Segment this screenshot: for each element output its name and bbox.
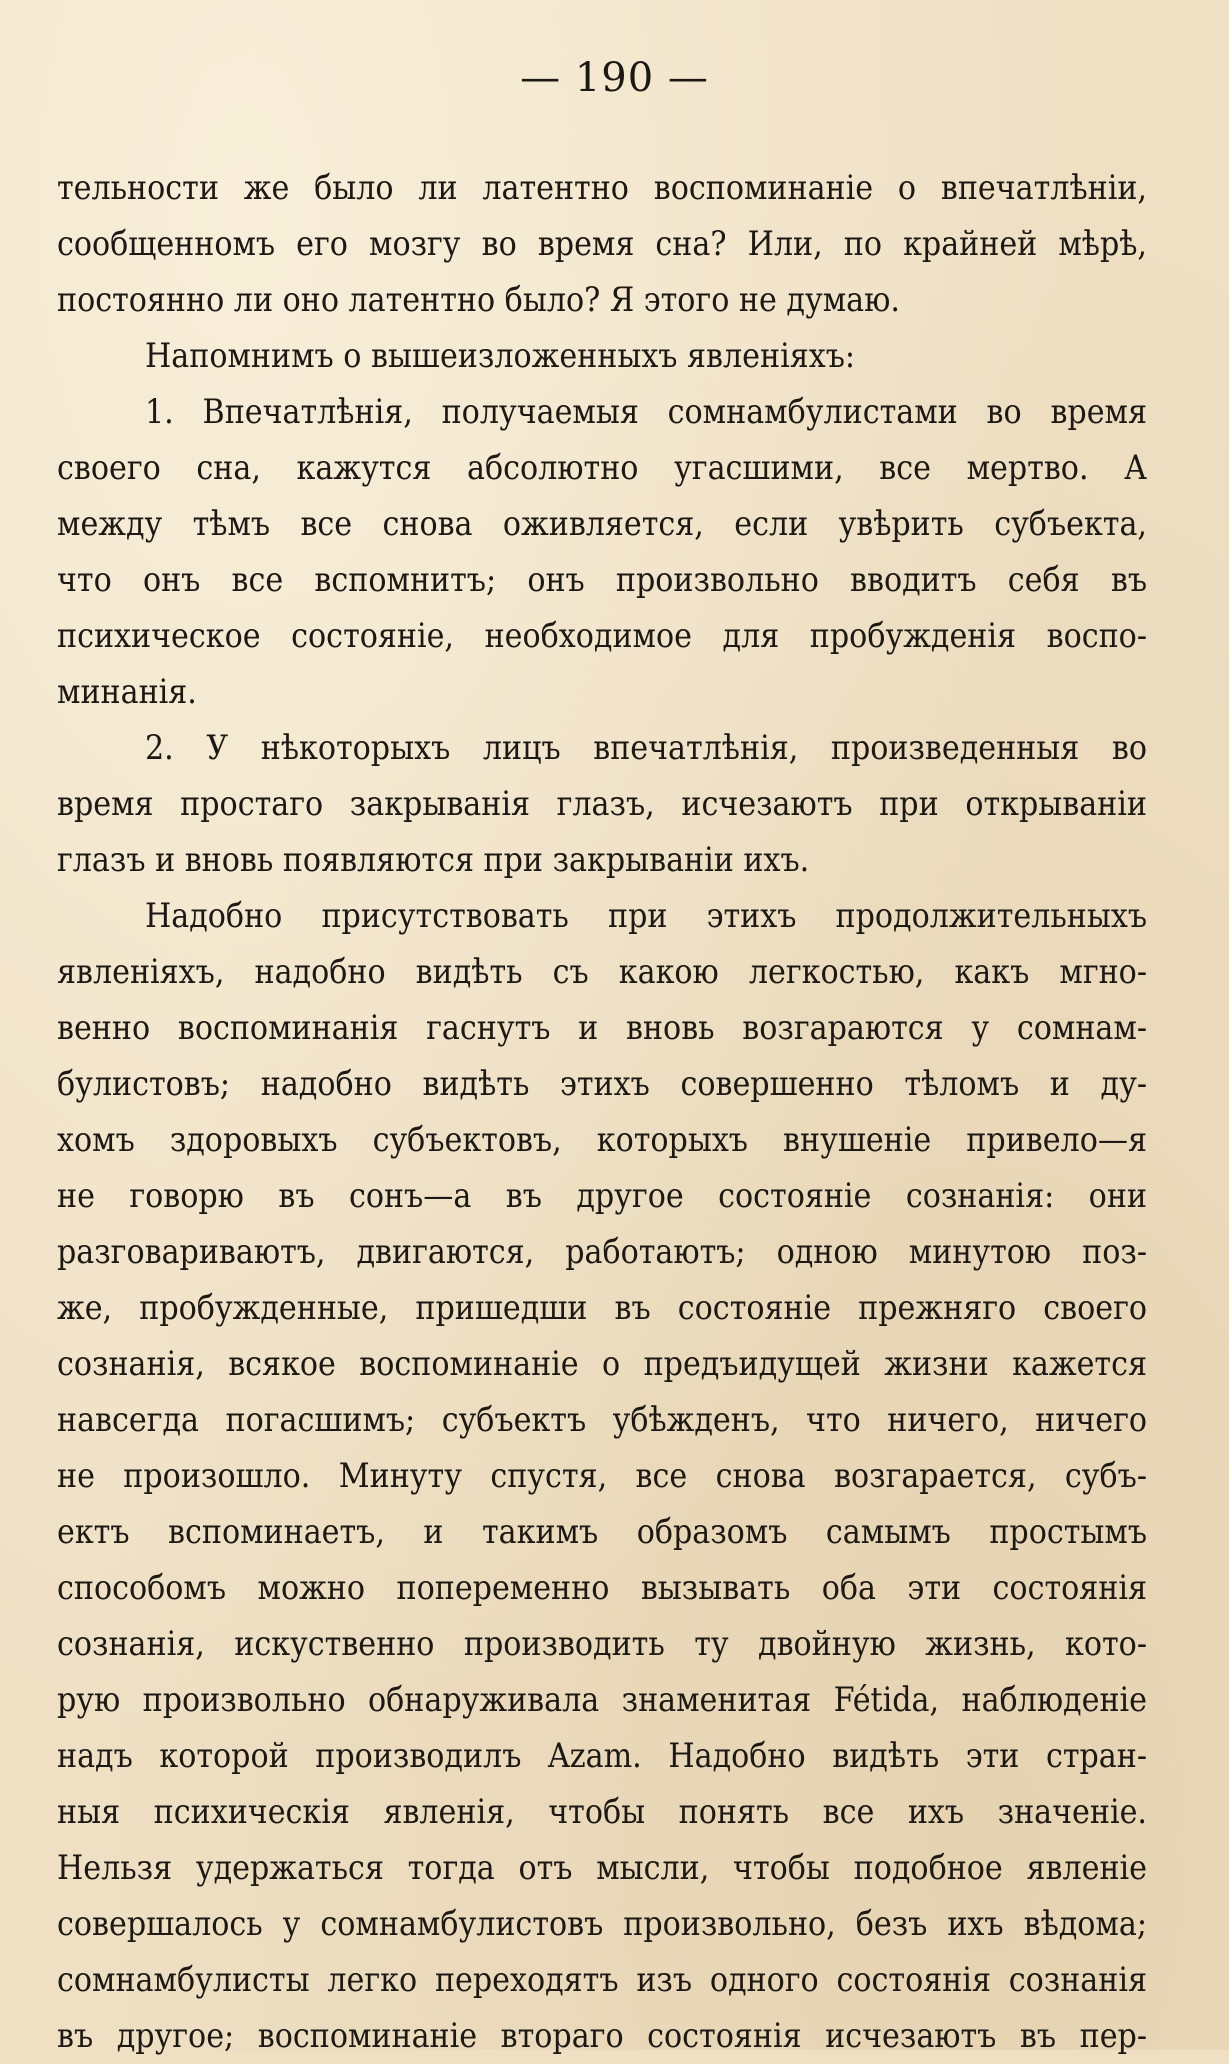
text-line: своего сна, кажутся абсолютно угасшими, все мертво. А — [57, 448, 1147, 487]
text-line: глазъ и вновь появляются при закрываніи ихъ. — [57, 840, 810, 879]
text-line: минанія. — [57, 672, 197, 711]
text-line: постоянно ли оно латентно было? Я этого не думаю. — [57, 280, 900, 319]
text-line: совершалось у сомнамбулистовъ произвольно, безъ ихъ вѣдома; — [57, 1904, 1147, 1943]
text-line: тельности же было ли латентно воспоминаніе о впечатлѣніи, — [57, 168, 1147, 207]
text-line: въ другое; воспоминаніе втораго состоянія исчезаютъ въ пер- — [57, 2016, 1147, 2055]
text-line: 2. У нѣкоторыхъ лицъ впечатлѣнія, произведенныя во — [145, 728, 1147, 767]
text-line: рую произвольно обнаруживала знаменитая Fétida, наблюденіе — [57, 1680, 1147, 1719]
text-line: способомъ можно попеременно вызывать оба эти состоянія — [57, 1568, 1147, 1607]
page-number: — 190 — — [520, 55, 709, 101]
text-line: между тѣмъ все снова оживляется, если увѣрить субъекта, — [57, 504, 1147, 543]
text-line: явленіяхъ, надобно видѣть съ какою легкостью, какъ мгно- — [57, 952, 1147, 991]
text-line: ектъ вспоминаетъ, и такимъ образомъ самымъ простымъ — [57, 1512, 1147, 1551]
text-line: надъ которой производилъ Azam. Надобно видѣть эти стран- — [57, 1736, 1147, 1775]
text-line: не произошло. Минуту спустя, все снова возгарается, субъ- — [57, 1456, 1147, 1495]
text-line: Нельзя удержаться тогда отъ мысли, чтобы подобное явленіе — [57, 1848, 1147, 1887]
text-line: 1. Впечатлѣнія, получаемыя сомнамбулистами во время — [145, 392, 1147, 431]
text-line: время простаго закрыванія глазъ, исчезаютъ при открываніи — [57, 784, 1147, 823]
text-line: венно воспоминанія гаснутъ и вновь возгараются у сомнам- — [57, 1008, 1147, 1047]
body-text — [57, 160, 1147, 2064]
text-line: сообщенномъ его мозгу во время сна? Или, по крайней мѣрѣ, — [57, 224, 1147, 263]
text-line: ныя психическія явленія, чтобы понять все ихъ значеніе. — [57, 1792, 1147, 1831]
text-line: сознанія, искуственно производить ту двойную жизнь, кото- — [57, 1624, 1147, 1663]
text-line: булистовъ; надобно видѣть этихъ совершенно тѣломъ и ду- — [57, 1064, 1147, 1103]
text-line: разговариваютъ, двигаются, работаютъ; одною минутою поз- — [57, 1232, 1147, 1271]
text-line: навсегда погасшимъ; субъектъ убѣжденъ, что ничего, ничего — [57, 1400, 1147, 1439]
text-line: психическое состояніе, необходимое для пробужденія воспо- — [57, 616, 1147, 655]
text-line: Надобно присутствовать при этихъ продолжительныхъ — [145, 896, 1147, 935]
text-line: Напомнимъ о вышеизложенныхъ явленіяхъ: — [145, 336, 856, 375]
text-line: же, пробужденные, пришедши въ состояніе прежняго своего — [57, 1288, 1147, 1327]
text-line: сознанія, всякое воспоминаніе о предъидущей жизни кажется — [57, 1344, 1147, 1383]
text-line: сомнамбулисты легко переходятъ изъ одного состоянія сознанія — [57, 1960, 1147, 1999]
text-line: не говорю въ сонъ—а въ другое состояніе сознанія: они — [57, 1176, 1147, 1215]
text-line: что онъ все вспомнитъ; онъ произвольно вводитъ себя въ — [57, 560, 1147, 599]
text-line: хомъ здоровыхъ субъектовъ, которыхъ внушеніе привело—я — [57, 1120, 1147, 1159]
